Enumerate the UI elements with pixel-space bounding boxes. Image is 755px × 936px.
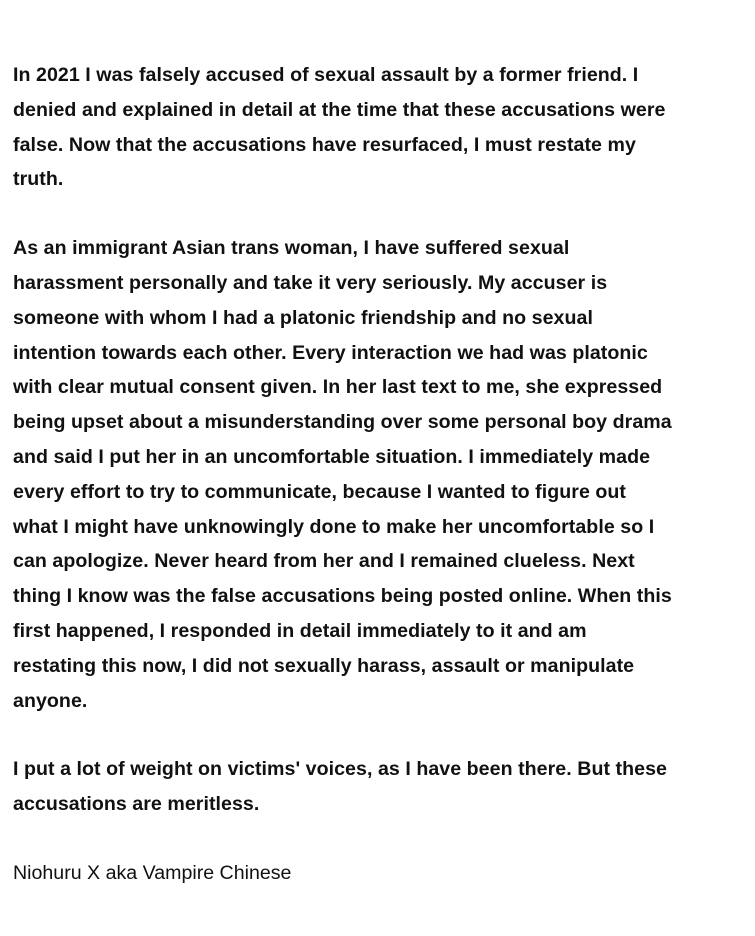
text-line: harassment personally and take it very seriously. My accuser is	[13, 271, 608, 294]
text-line: thing I know was the false accusations being posted online. When this	[13, 585, 672, 608]
text-line: can apologize. Never heard from her and I remained clueless. Next	[13, 550, 635, 573]
text-line: As an immigrant Asian trans woman, I have suffered sexual	[13, 237, 570, 260]
text-line: restating this now, I did not sexually harass, assault or manipulate	[13, 654, 635, 677]
paragraph-1	[13, 58, 753, 197]
text-line: being upset about a misunderstanding over some personal boy drama	[13, 411, 672, 434]
text-line: false. Now that the accusations have resurfaced, I must restate my	[13, 133, 636, 156]
text-line: first happened, I responded in detail immediately to it and am	[13, 619, 587, 642]
text-line: I put a lot of weight on victims' voices, as I have been there. But these	[13, 758, 667, 781]
signature: Niohuru X aka Vampire Chinese	[13, 861, 292, 884]
text-line: In 2021 I was falsely accused of sexual assault by a former friend. I	[13, 64, 639, 86]
text-line: anyone.	[13, 689, 88, 712]
paragraph-2	[13, 231, 753, 718]
text-line: truth.	[13, 168, 64, 191]
text-line: with clear mutual consent given. In her last text to me, she expressed	[13, 376, 663, 399]
text-line: intention towards each other. Every interaction we had was platonic	[13, 341, 648, 364]
text-line: what I might have unknowingly done to make her uncomfortable so I	[13, 515, 655, 538]
statement-document	[13, 58, 753, 891]
text-line: accusations are meritless.	[13, 793, 260, 816]
text-line: every effort to try to communicate, because I wanted to figure out	[13, 480, 626, 503]
text-line: someone with whom I had a platonic friendship and no sexual	[13, 306, 593, 329]
text-line: and said I put her in an uncomfortable situation. I immediately made	[13, 445, 651, 468]
text-line: denied and explained in detail at the time that these accusations were	[13, 98, 666, 121]
paragraph-3	[13, 752, 753, 822]
